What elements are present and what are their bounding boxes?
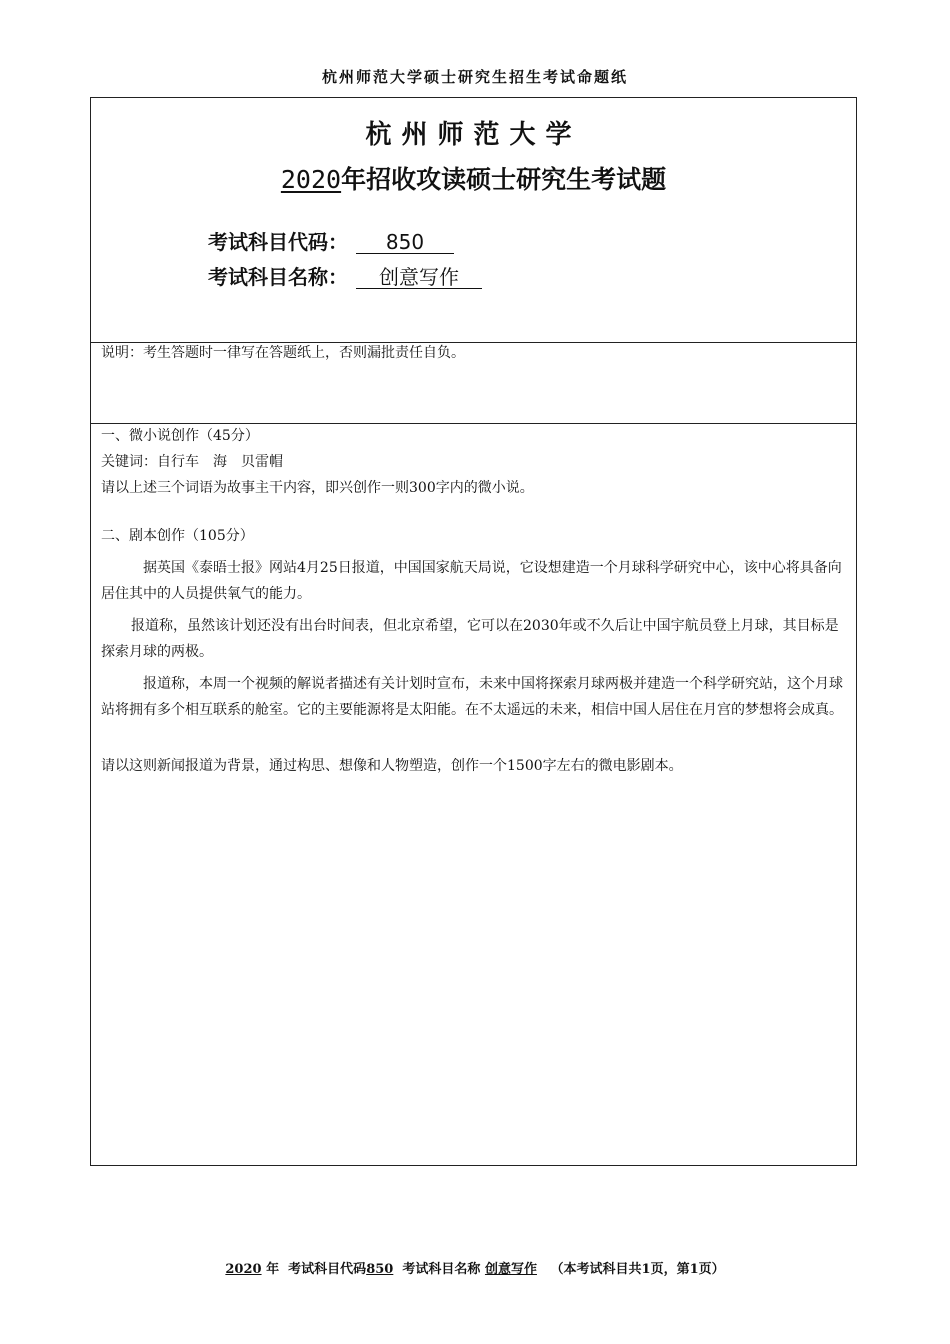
- section1-instruction: 请以上述三个词语为故事主干内容，即兴创作一则300字内的微小说。: [101, 480, 534, 496]
- page-header: 杭州师范大学硕士研究生招生考试命题纸: [321, 68, 628, 86]
- subject-name-value: 创意写作: [356, 266, 482, 289]
- footer-year-suffix: 年: [266, 1262, 280, 1277]
- exam-title-text: 年招收攻读硕士研究生考试题: [341, 165, 667, 194]
- questions-body: [101, 423, 848, 779]
- subject-name-row: [208, 261, 482, 290]
- subject-name-label: 考试科目名称：: [208, 265, 348, 289]
- exam-title: [91, 160, 856, 196]
- section2-instruction: 请以这则新闻报道为背景，通过构思、想像和人物塑造，创作一个1500字左右的微电影剧本。: [101, 758, 683, 774]
- exam-note: 说明：考生答题时一律写在答题纸上，否则漏批责任自负。: [101, 345, 465, 361]
- footer-pages: （本考试科目共1页，第1页）: [550, 1262, 725, 1277]
- section2-para1: 据英国《泰晤士报》网站4月25日报道，中国国家航天局说，它设想建造一个月球科学研究中心，该中心将具备向居住其中的人员提供氧气的能力。: [101, 560, 842, 602]
- exam-frame: [90, 97, 857, 1166]
- footer-code-label: 考试科目代码: [288, 1262, 367, 1277]
- footer-name-label: 考试科目名称: [402, 1262, 481, 1277]
- subject-code-value: 850: [356, 231, 454, 254]
- spacer: [101, 723, 848, 753]
- section2-para2: 报道称，虽然该计划还没有出台时间表，但北京希望，它可以在2030年或不久后让中国宇航员登上月球，其目标是探索月球的两极。: [101, 618, 839, 660]
- spacer: [101, 501, 848, 523]
- section1-heading: 一、微小说创作（45分）: [101, 428, 259, 444]
- footer-code: 850: [366, 1262, 394, 1277]
- section1-keywords: 关键词：自行车 海 贝雷帽: [101, 454, 283, 470]
- section2-heading: 二、剧本创作（105分）: [101, 528, 254, 544]
- footer-name: 创意写作: [484, 1262, 537, 1277]
- university-title: 杭州师范大学: [365, 120, 582, 150]
- footer-year: 2020: [225, 1262, 262, 1277]
- subject-code-row: [208, 226, 454, 255]
- section2-para3: 报道称，本周一个视频的解说者描述有关计划时宣布，未来中国将探索月球两极并建造一个科学研究站，这个月球站将拥有多个相互联系的舱室。它的主要能源将是太阳能。在不太遥远的未来，相信中国人居住在月宫的梦想将会成真。: [101, 676, 843, 718]
- subject-code-label: 考试科目代码：: [208, 230, 348, 254]
- page-footer: [0, 1258, 950, 1277]
- exam-year: 2020: [280, 165, 342, 194]
